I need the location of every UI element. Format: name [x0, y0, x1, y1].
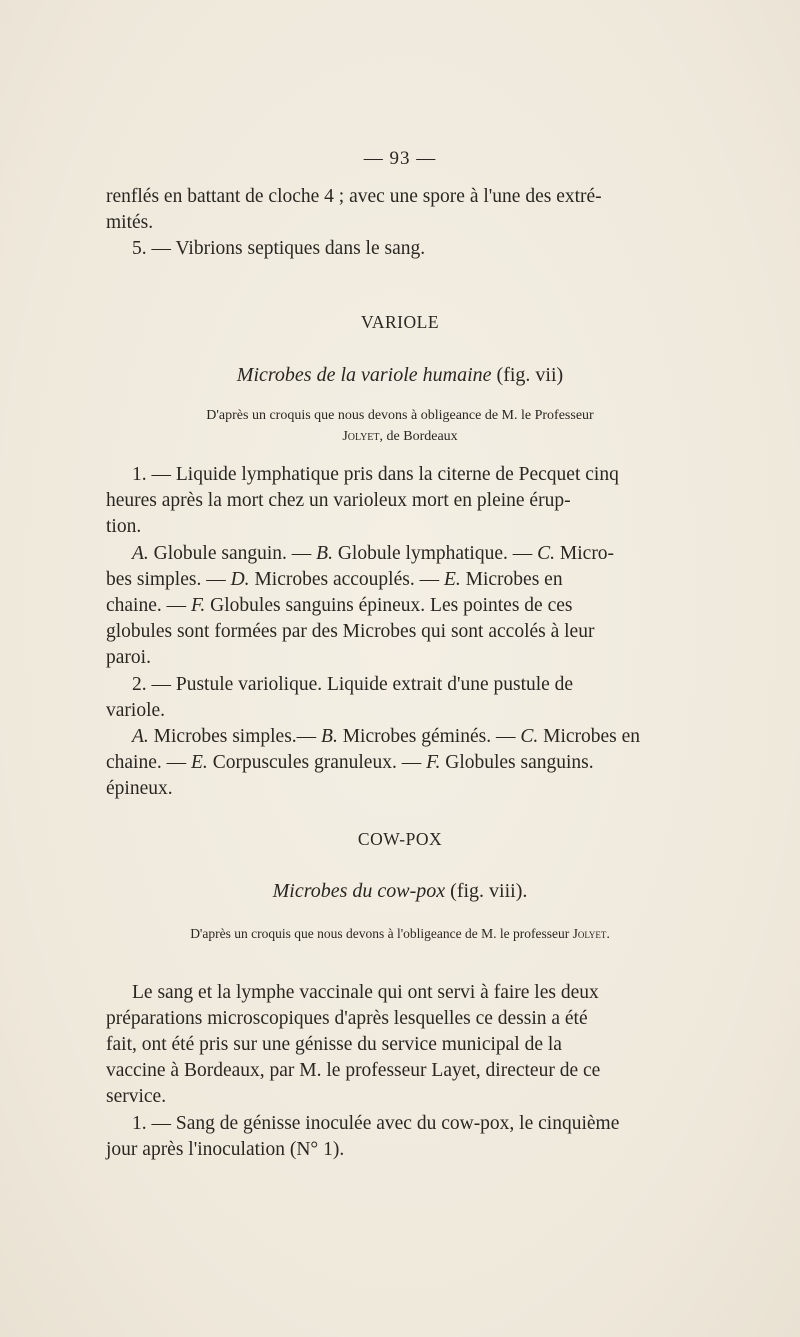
section-heading-cowpox: COW-POX [357, 829, 443, 849]
variole-legend-1 [106, 541, 716, 671]
legend-line [106, 750, 716, 776]
note-line [90, 923, 710, 944]
text-line: heures après la mort chez un varioleux mort en pleine érup- [106, 490, 571, 511]
text-line: mités. [106, 212, 154, 233]
legend-text: bes simples. — [106, 569, 231, 590]
legend-text: Micro- [555, 543, 615, 564]
text-line: fait, ont été pris sur une génisse du service municipal de la [106, 1034, 562, 1055]
legend-line [106, 567, 716, 593]
legend-text: Microbes en [460, 569, 563, 590]
legend-text: Microbes accouplés. — [249, 569, 444, 590]
text-line: vaccine à Bordeaux, par M. le professeur Layet, directeur de ce [106, 1060, 601, 1081]
legend-key: F. [426, 752, 441, 773]
legend-text: Corpuscules granuleux. — [207, 752, 427, 773]
text-line: préparations microscopiques d'après lesquelles ce dessin a été [106, 1008, 588, 1029]
page-number: — 93 — [363, 148, 437, 169]
note-text: . [606, 926, 610, 941]
variole-legend-2 [106, 724, 716, 802]
legend-key: F. [191, 595, 206, 616]
text-line: jour après l'inoculation (N° 1). [106, 1139, 345, 1160]
legend-text: Microbes géminés. — [337, 726, 521, 747]
text-line: Le sang et la lymphe vaccinale qui ont servi à faire les deux [132, 982, 599, 1003]
legend-key: D. [230, 569, 250, 590]
legend-text: Globule lymphatique. — [332, 543, 538, 564]
note-author: Jolyet [572, 926, 607, 941]
legend-line [106, 724, 716, 750]
text-line: tion. [106, 516, 142, 537]
note-text: D'après un croquis que nous devons à l'obligeance de M. le professeur [190, 926, 573, 941]
variole-item-2 [106, 672, 716, 724]
legend-line: globules sont formées par des Microbes qui sont accolés à leur [106, 621, 595, 642]
legend-key: A. [132, 726, 149, 747]
note-line [100, 426, 700, 447]
text-line: variole. [106, 700, 166, 721]
legend-text: chaine. — [106, 752, 192, 773]
legend-text: Globule sanguin. — [148, 543, 317, 564]
subheading-cowpox [0, 880, 800, 903]
source-note-cowpox [90, 923, 710, 944]
subheading-fig: (fig. viii). [445, 880, 528, 902]
legend-text: Microbes simples.— [148, 726, 322, 747]
legend-key: A. [132, 543, 149, 564]
item-5: 5. — Vibrions septiques dans le sang. [132, 238, 426, 259]
legend-key: B. [316, 543, 333, 564]
note-rest: , de Bordeaux [379, 429, 458, 444]
subheading-variole [0, 364, 800, 387]
cowpox-paragraph [106, 980, 716, 1110]
subheading-fig: (fig. vii) [491, 364, 564, 386]
legend-text: Globules sanguins. [440, 752, 594, 773]
legend-key: E. [191, 752, 208, 773]
variole-item-1 [106, 462, 716, 540]
legend-key: B. [321, 726, 338, 747]
legend-line [106, 541, 716, 567]
legend-line [106, 593, 716, 619]
source-note-variole [100, 405, 700, 447]
subheading-title: Microbes du cow-pox [272, 880, 446, 902]
legend-line: paroi. [106, 647, 151, 668]
legend-text: Microbes en [538, 726, 641, 747]
legend-key: C. [537, 543, 556, 564]
legend-key: E. [443, 569, 461, 590]
cowpox-item-1 [106, 1111, 716, 1163]
note-line: D'après un croquis que nous devons à obligeance de M. le Professeur [206, 408, 594, 423]
legend-text: chaine. — [106, 595, 192, 616]
legend-text: Globules sanguins épineux. Les pointes de ces [205, 595, 573, 616]
text-line: service. [106, 1086, 167, 1107]
subheading-title: Microbes de la variole humaine [236, 364, 492, 386]
text-line: 1. — Liquide lymphatique pris dans la citerne de Pecquet cinq [132, 464, 619, 485]
text-line: 1. — Sang de génisse inoculée avec du cow-pox, le cinquième [132, 1113, 620, 1134]
legend-key: C. [520, 726, 539, 747]
text-line: renflés en battant de cloche 4 ; avec une spore à l'une des extré- [106, 186, 602, 207]
note-author: Jolyet [342, 429, 380, 444]
top-paragraph [106, 184, 716, 262]
text-line: 2. — Pustule variolique. Liquide extrait d'une pustule de [132, 674, 574, 695]
legend-line: épineux. [106, 778, 173, 799]
section-heading-variole: VARIOLE [360, 312, 440, 332]
